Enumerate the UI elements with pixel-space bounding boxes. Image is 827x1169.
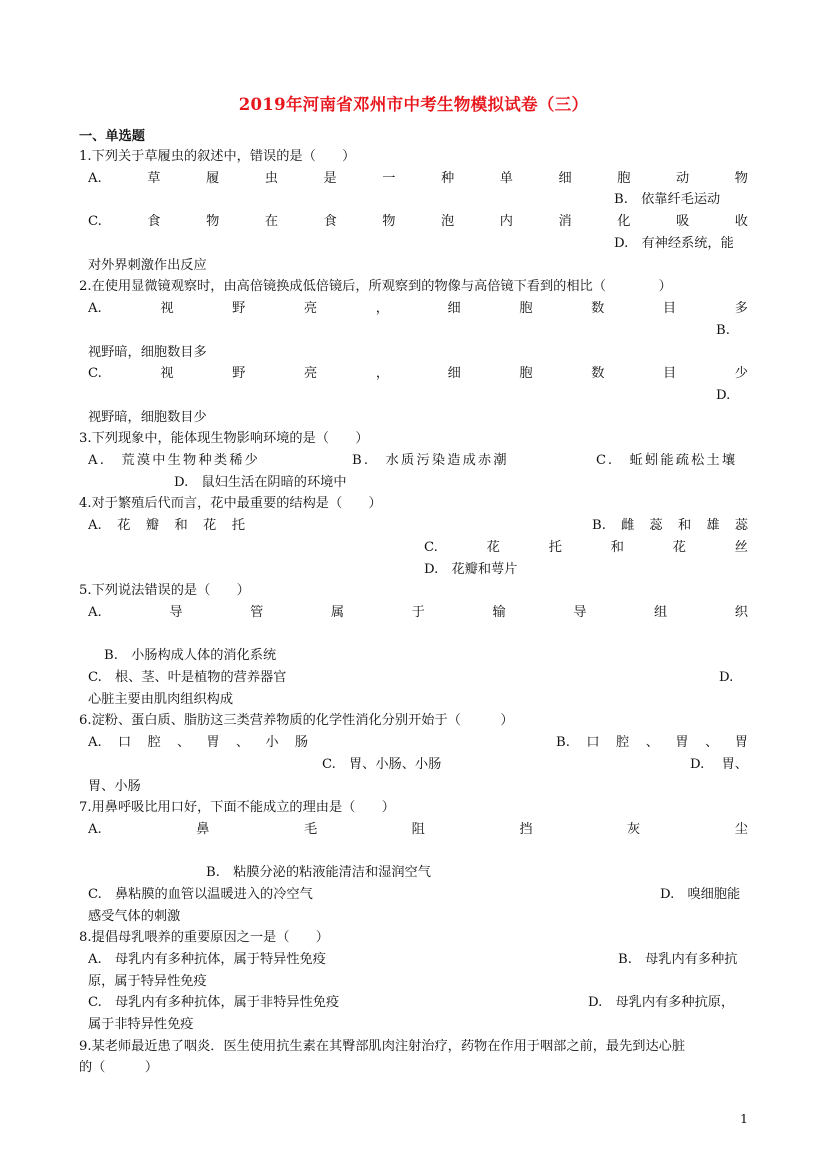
option-glyph: 管 (250, 605, 264, 620)
option-glyph: 多 (734, 301, 748, 316)
option-glyph: 导 (169, 605, 183, 620)
question-5-option-d-cont: 心脏主要由肌肉组织构成 (88, 692, 234, 707)
question-1-option-a (88, 170, 748, 188)
option-glyph: 在 (264, 214, 279, 229)
option-glyph: 和 (610, 540, 624, 555)
option-glyph: 蕊 (649, 518, 663, 533)
question-3-option-b: B. 水质污染造成赤潮 (352, 453, 509, 468)
option-glyph: B. (556, 735, 570, 750)
question-6-option-c: C. 胃、小肠、小肠 (322, 757, 442, 772)
question-2-option-a (88, 300, 748, 318)
option-glyph: 虫 (264, 171, 278, 186)
option-glyph: 毛 (303, 822, 318, 837)
question-8-option-b-cont: 原，属于特异性免疫 (88, 974, 207, 989)
question-7-option-d-cont: 感受气体的刺激 (88, 909, 181, 924)
option-glyph: 少 (734, 366, 748, 381)
question-2-option-d-cont: 视野暗，细胞数目少 (88, 410, 207, 425)
option-glyph: 野 (232, 366, 246, 381)
option-glyph: 导 (573, 605, 587, 620)
question-5-option-a (88, 604, 748, 622)
question-7-option-d: D. 嗅细胞能 (660, 887, 741, 902)
option-glyph: 输 (492, 605, 506, 620)
question-5-option-d: D. (719, 670, 734, 685)
question-3-option-a: A. 荒漠中生物种类稀少 (88, 453, 260, 468)
question-6-option-d (690, 756, 748, 774)
option-glyph: 履 (206, 171, 220, 186)
option-glyph: 尘 (734, 822, 748, 837)
question-8-option-d-cont: 属于非特异性免疫 (88, 1017, 194, 1032)
option-glyph: 丝 (734, 540, 748, 555)
option-glyph: C. (88, 366, 102, 381)
option-glyph: 肠 (294, 735, 308, 750)
question-8-option-a: A. 母乳内有多种抗体，属于特异性免疫 (88, 952, 326, 967)
option-glyph: 野 (232, 301, 246, 316)
option-glyph: ， (375, 366, 389, 381)
question-8-option-b: B. 母乳内有多种抗 (618, 952, 738, 967)
question-4-option-d: D. 花瓣和萼片 (424, 562, 518, 577)
option-glyph: 细 (447, 301, 461, 316)
option-glyph: A. (88, 301, 102, 316)
option-glyph: 视 (160, 301, 174, 316)
question-6-option-d-cont: 胃、小肠 (88, 779, 141, 794)
option-glyph: 腔 (616, 735, 630, 750)
option-glyph: 雄 (706, 518, 720, 533)
option-glyph: 于 (411, 605, 425, 620)
option-glyph: 雌 (621, 518, 635, 533)
option-glyph: 物 (734, 171, 748, 186)
question-4-stem: 4.对于繁殖后代而言，花中最重要的结构是（ ） (79, 496, 382, 511)
option-glyph: 鼻 (196, 822, 210, 837)
option-glyph: 细 (558, 171, 572, 186)
option-glyph: 挡 (519, 822, 533, 837)
option-glyph: 腔 (147, 735, 161, 750)
page-title: 2019年河南省邓州市中考生物模拟试卷（三） (238, 95, 589, 114)
option-glyph: 、 (176, 735, 191, 750)
option-glyph: 花 (672, 540, 686, 555)
option-glyph: 托 (231, 518, 245, 533)
option-glyph: 亮 (303, 301, 318, 316)
option-glyph: 灰 (627, 822, 641, 837)
question-2-option-b: B. (716, 323, 730, 338)
question-7-stem: 7.用鼻呼吸比用口好，下面不能成立的理由是（ ） (79, 800, 395, 815)
question-6-option-a (88, 734, 308, 752)
question-6-stem: 6.淀粉、蛋白质、脂肪这三类营养物质的化学性消化分别开始于（ ） (79, 713, 514, 728)
question-2-option-b-cont: 视野暗，细胞数目多 (88, 345, 207, 360)
option-glyph: 小 (265, 735, 279, 750)
option-glyph: 口 (586, 735, 600, 750)
option-glyph: 动 (676, 171, 690, 186)
option-glyph: A. (88, 171, 102, 186)
option-glyph: A. (88, 518, 102, 533)
question-5-option-c: C. 根、茎、叶是植物的营养器官 (88, 670, 287, 685)
option-glyph: 瓣 (145, 518, 160, 533)
option-glyph: 、 (645, 735, 659, 750)
question-1-option-d: D. 有神经系统，能 (614, 236, 734, 251)
option-glyph: ， (375, 301, 389, 316)
option-glyph: 食 (323, 214, 337, 229)
option-glyph: 、 (705, 735, 719, 750)
option-glyph: 阻 (411, 822, 425, 837)
option-glyph: 胞 (617, 171, 631, 186)
question-7-option-b: B. 粘膜分泌的粘液能清洁和湿润空气 (206, 865, 431, 880)
option-glyph: 目 (663, 366, 677, 381)
option-glyph: 托 (548, 540, 562, 555)
option-glyph: 视 (160, 366, 174, 381)
option-glyph: 数 (591, 301, 605, 316)
option-glyph: 物 (382, 214, 396, 229)
option-glyph: 胃 (675, 735, 689, 750)
question-4-option-a (88, 517, 245, 535)
question-9-stem-cont: 的（ ） (79, 1060, 159, 1075)
option-glyph: 属 (330, 605, 345, 620)
question-2-option-d: D. (716, 388, 731, 403)
option-glyph: 和 (174, 518, 188, 533)
question-8-stem: 8.提倡母乳喂养的重要原因之一是（ ） (79, 930, 329, 945)
question-1-option-c (88, 213, 748, 231)
question-1-stem: 1.下列关于草履虫的叙述中，错误的是（ ） (79, 149, 356, 164)
question-3-stem: 3.下列现象中，能体现生物影响环境的是（ ） (79, 431, 369, 446)
question-9-stem: 9.某老师最近患了咽炎．医生使用抗生素在其臀部肌肉注射治疗，药物在作用于咽部之前，最先到达心脏 (79, 1039, 686, 1054)
question-3-option-c: C. 蚯蚓能疏松土壤 (596, 453, 738, 468)
section-heading: 一、单选题 (79, 129, 145, 144)
option-glyph: 目 (662, 301, 677, 316)
question-6-option-b (556, 734, 748, 752)
option-glyph: 种 (441, 171, 455, 186)
option-glyph: 消 (558, 214, 572, 229)
question-7-option-c: C. 鼻粘膜的血管以温暖进入的冷空气 (88, 887, 313, 902)
question-2-option-c (88, 365, 748, 383)
option-glyph: 吸 (675, 214, 690, 229)
page-number: 1 (740, 1111, 748, 1126)
question-1-option-b: B. 依靠纤毛运动 (614, 192, 721, 207)
option-glyph: 织 (734, 605, 748, 620)
question-8-option-d: D. 母乳内有多种抗原， (588, 995, 735, 1010)
option-glyph: 单 (499, 171, 513, 186)
option-glyph: 花 (203, 518, 217, 533)
option-glyph: 花 (117, 518, 131, 533)
option-glyph: 花 (486, 540, 500, 555)
option-glyph: 收 (734, 214, 748, 229)
option-glyph: 胞 (519, 366, 533, 381)
option-glyph: 内 (499, 214, 513, 229)
question-4-option-b (592, 517, 748, 535)
question-3-option-d: D. 鼠妇生活在阴暗的环境中 (174, 475, 347, 490)
option-glyph: B. (592, 518, 606, 533)
option-glyph: 胞 (519, 301, 533, 316)
option-glyph: C. (88, 214, 102, 229)
option-glyph: 胃 (206, 735, 220, 750)
option-glyph: 物 (206, 214, 220, 229)
question-8-option-c: C. 母乳内有多种抗体，属于非特异性免疫 (88, 995, 340, 1010)
option-glyph: 是 (323, 171, 337, 186)
option-glyph: 泡 (441, 214, 455, 229)
option-glyph: A. (88, 735, 102, 750)
option-glyph: 亮 (304, 366, 318, 381)
question-7-option-a (88, 821, 748, 839)
option-glyph: A. (88, 822, 102, 837)
option-glyph: 数 (591, 366, 605, 381)
option-glyph: 化 (617, 214, 631, 229)
option-glyph: D. (690, 757, 705, 772)
option-glyph: 胃 (734, 735, 748, 750)
option-glyph: 和 (677, 518, 692, 533)
option-glyph: 一 (382, 171, 396, 186)
question-4-option-c (424, 539, 748, 557)
question-1-option-d-cont: 对外界刺激作出反应 (88, 258, 207, 273)
option-glyph: 食 (147, 214, 161, 229)
question-5-stem: 5.下列说法错误的是（ ） (79, 583, 250, 598)
option-glyph: 组 (654, 605, 668, 620)
option-glyph: 口 (118, 735, 132, 750)
option-glyph: 细 (447, 366, 461, 381)
option-glyph: 蕊 (734, 518, 748, 533)
option-glyph: A. (88, 605, 102, 620)
question-5-option-b: B. 小肠构成人体的消化系统 (104, 648, 277, 663)
option-glyph: 胃、 (721, 757, 748, 772)
question-2-stem: 2.在使用显微镜观察时，由高倍镜换成低倍镜后，所观察到的物像与高倍镜下看到的相比（ ） (79, 279, 672, 294)
option-glyph: 草 (147, 171, 161, 186)
option-glyph: C. (424, 540, 438, 555)
option-glyph: 、 (235, 735, 250, 750)
